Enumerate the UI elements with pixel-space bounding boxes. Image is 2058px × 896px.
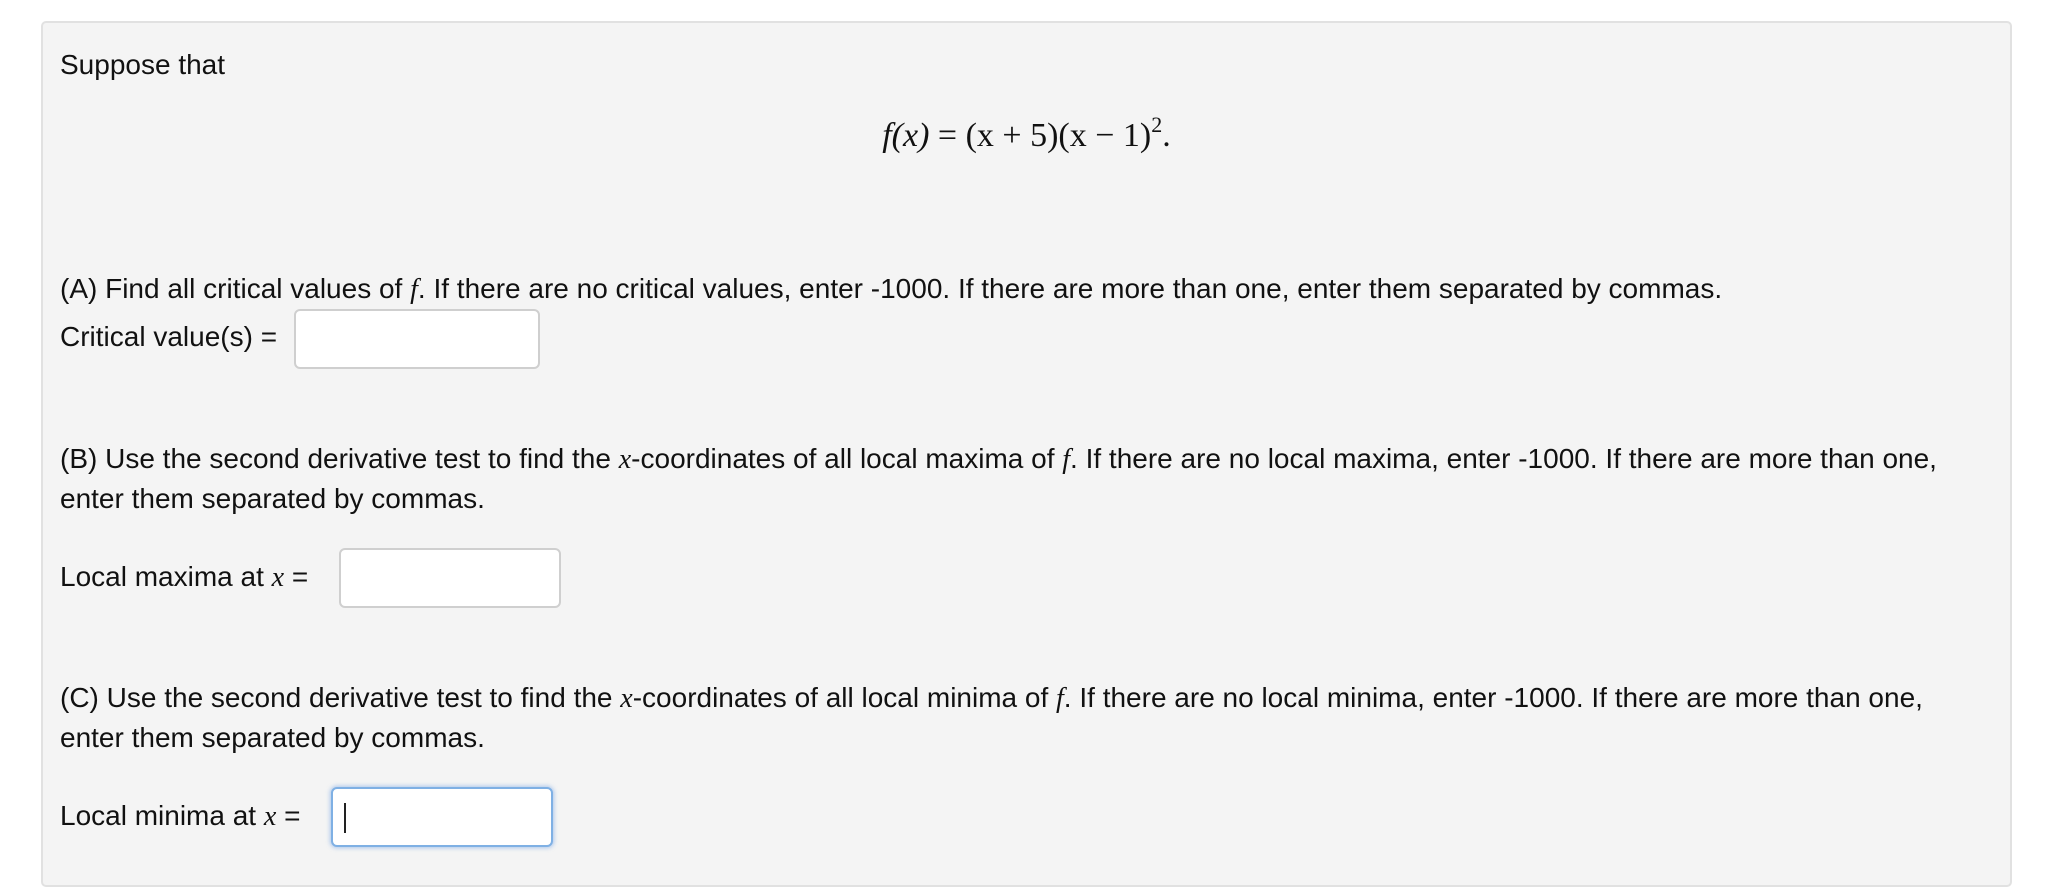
local-minima-label-var: x [263,801,277,832]
part-c-instructions-line2: enter them separated by commas. [60,722,485,753]
local-maxima-label [60,557,308,598]
critical-values-label: Critical value(s) = [60,321,278,352]
equation-lhs: f(x) [882,117,930,154]
part-c-instructions-line1 [60,678,1923,719]
intro-text: Suppose that [60,49,226,80]
part-b-prefix: (B) Use the second derivative test to find the [60,443,619,474]
part-c-middle: -coordinates of all local minima of [632,682,1057,713]
part-b-suffix: . If there are no local maxima, enter -1000. If there are more than one, [1070,443,1937,474]
part-a-func: f [410,274,418,305]
part-b-instructions-line2: enter them separated by commas. [60,483,485,514]
part-a-suffix: . If there are no critical values, enter -1000. If there are more than one, enter them separated by commas. [417,273,1723,304]
local-maxima-label-suffix: = [284,561,309,592]
part-c-var: x [620,683,633,714]
critical-values-input[interactable] [294,309,540,369]
equation-exponent: 2 [1151,112,1163,137]
part-b-instructions-line1 [60,439,1937,480]
equation-rhs: (x + 5)(x − 1) [965,117,1152,154]
part-a-instructions [60,269,1722,310]
local-minima-label-prefix: Local minima at [60,800,264,831]
local-minima-label-suffix: = [276,800,301,831]
part-b-func: f [1062,444,1071,475]
part-a-prefix: (A) Find all critical values of [60,273,411,304]
problem-panel [41,21,2012,887]
part-c-func: f [1056,683,1064,714]
part-b-middle: -coordinates of all local maxima of [631,443,1063,474]
part-c-prefix: (C) Use the second derivative test to find the [60,682,621,713]
part-b-var: x [618,444,632,475]
local-maxima-input[interactable] [339,548,561,608]
part-c-suffix: . If there are no local minima, enter -1000. If there are more than one, [1063,682,1923,713]
local-maxima-label-var: x [271,562,285,593]
function-equation [43,112,2010,160]
equation-end: . [1162,117,1171,154]
local-maxima-label-prefix: Local maxima at [60,561,272,592]
equation-equals: = [937,117,966,154]
text-cursor [344,803,346,833]
local-minima-input[interactable] [331,787,553,847]
local-minima-label [60,796,300,837]
